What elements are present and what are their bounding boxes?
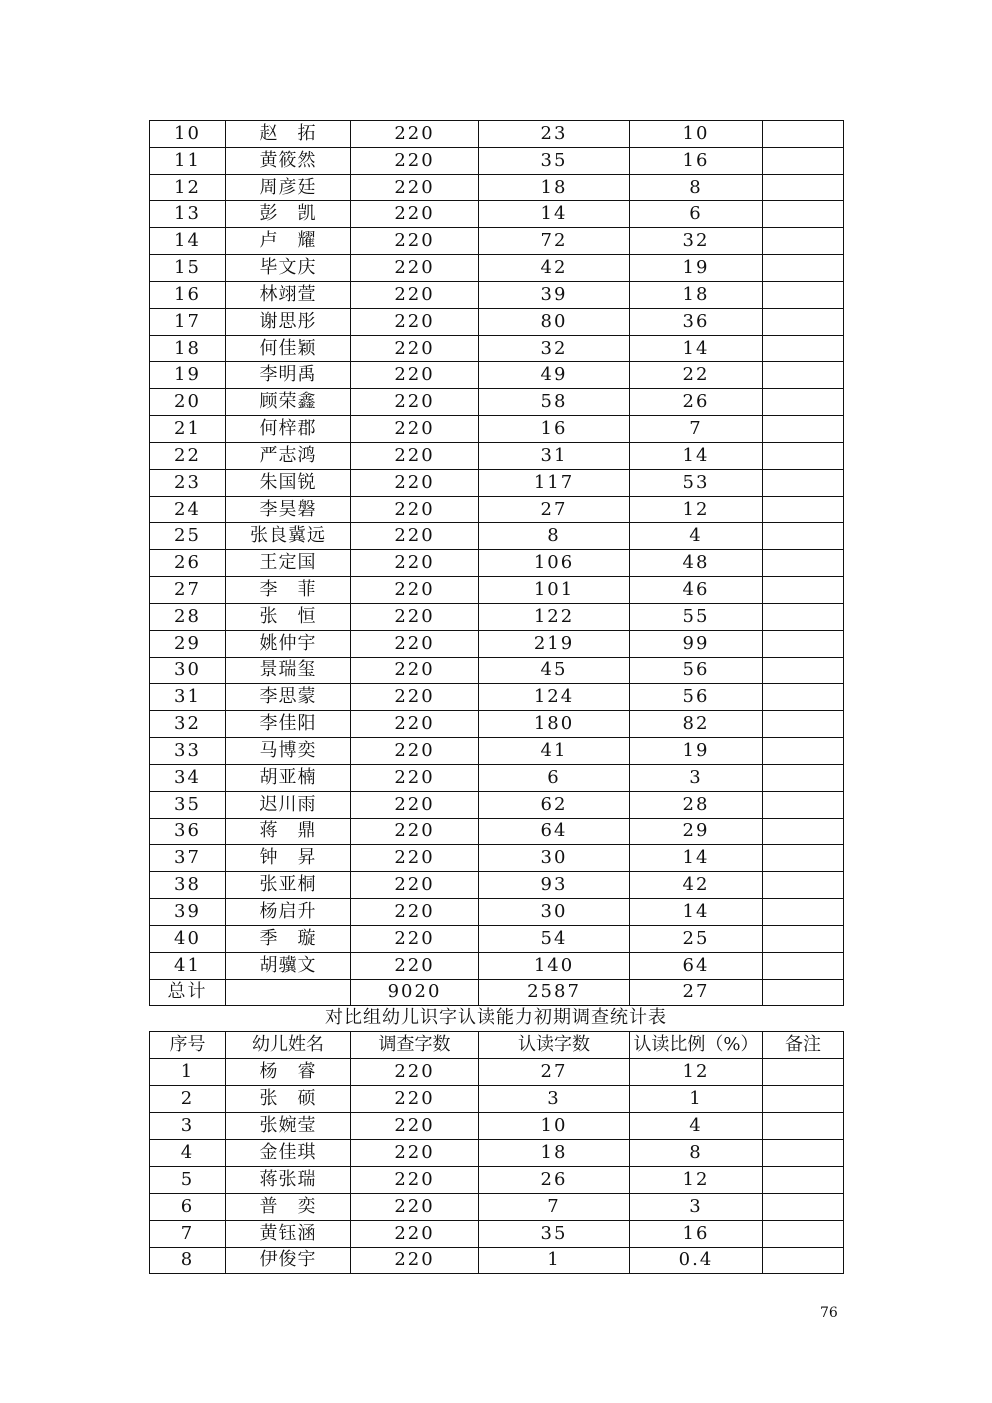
cell-read-ratio: 4 [630, 523, 763, 550]
cell-read-count: 14 [479, 201, 630, 228]
cell-serial: 7 [150, 1220, 226, 1247]
table-row [150, 603, 844, 630]
cell-remarks [763, 603, 844, 630]
table-row [150, 899, 844, 926]
cell-child-name: 张 硕 [226, 1085, 351, 1112]
cell-survey-count: 220 [351, 791, 479, 818]
cell-survey-count: 220 [351, 416, 479, 443]
cell-remarks [763, 469, 844, 496]
cell-remarks [763, 845, 844, 872]
cell-remarks [763, 899, 844, 926]
cell-read-count: 35 [479, 147, 630, 174]
cell-survey-count: 220 [351, 469, 479, 496]
cell-survey-count: 220 [351, 684, 479, 711]
cell-child-name: 李佳阳 [226, 711, 351, 738]
cell-read-count: 7 [479, 1193, 630, 1220]
cell-read-ratio: 14 [630, 442, 763, 469]
cell-child-name: 赵 拓 [226, 121, 351, 148]
cell-child-name: 姚仲宇 [226, 630, 351, 657]
cell-survey-count: 220 [351, 362, 479, 389]
cell-child-name: 景瑞玺 [226, 657, 351, 684]
cell-read-ratio: 99 [630, 630, 763, 657]
cell-read-count: 106 [479, 550, 630, 577]
cell-survey-count: 220 [351, 255, 479, 282]
table-row [150, 335, 844, 362]
cell-read-ratio: 16 [630, 1220, 763, 1247]
cell-remarks [763, 550, 844, 577]
cell-remarks [763, 577, 844, 604]
cell-remarks [763, 952, 844, 979]
cell-survey-count: 220 [351, 442, 479, 469]
header-serial: 序号 [150, 1032, 226, 1059]
cell-read-ratio: 29 [630, 818, 763, 845]
cell-remarks [763, 1193, 844, 1220]
table-row [150, 362, 844, 389]
cell-remarks [763, 791, 844, 818]
cell-read-ratio: 12 [630, 496, 763, 523]
cell-read-count: 32 [479, 335, 630, 362]
cell-child-name: 黄筱然 [226, 147, 351, 174]
cell-serial: 8 [150, 1247, 226, 1274]
table-row [150, 1139, 844, 1166]
cell-survey-count: 220 [351, 523, 479, 550]
cell-serial: 16 [150, 281, 226, 308]
cell-survey-count: 220 [351, 174, 479, 201]
cell-serial: 27 [150, 577, 226, 604]
cell-read-count: 72 [479, 228, 630, 255]
table-row [150, 925, 844, 952]
cell-child-name: 毕文庆 [226, 255, 351, 282]
cell-remarks [763, 764, 844, 791]
cell-read-count: 101 [479, 577, 630, 604]
table-row [150, 818, 844, 845]
cell-survey-count: 220 [351, 899, 479, 926]
cell-read-count: 31 [479, 442, 630, 469]
cell-child-name: 彭 凯 [226, 201, 351, 228]
cell-read-count: 35 [479, 1220, 630, 1247]
cell-remarks [763, 281, 844, 308]
cell-read-ratio: 18 [630, 281, 763, 308]
cell-read-count: 6 [479, 764, 630, 791]
cell-child-name: 顾荣鑫 [226, 389, 351, 416]
cell-remarks [763, 738, 844, 765]
cell-read-count: 124 [479, 684, 630, 711]
table-row [150, 630, 844, 657]
cell-child-name: 何佳颖 [226, 335, 351, 362]
cell-survey-count: 220 [351, 201, 479, 228]
cell-read-ratio: 48 [630, 550, 763, 577]
cell-serial: 15 [150, 255, 226, 282]
cell-read-ratio: 53 [630, 469, 763, 496]
table-row [150, 764, 844, 791]
cell-read-ratio: 12 [630, 1166, 763, 1193]
cell-read-count: 27 [479, 496, 630, 523]
cell-read-ratio: 25 [630, 925, 763, 952]
table-row [150, 1193, 844, 1220]
cell-serial: 1 [150, 1058, 226, 1085]
table-row [150, 550, 844, 577]
cell-child-name [226, 979, 351, 1006]
cell-serial: 30 [150, 657, 226, 684]
cell-read-count: 18 [479, 174, 630, 201]
cell-remarks [763, 818, 844, 845]
cell-survey-count: 220 [351, 308, 479, 335]
cell-remarks [763, 1139, 844, 1166]
table-row [150, 1166, 844, 1193]
cell-child-name: 李思蒙 [226, 684, 351, 711]
cell-survey-count: 220 [351, 872, 479, 899]
cell-serial: 37 [150, 845, 226, 872]
header-child-name: 幼儿姓名 [226, 1032, 351, 1059]
cell-remarks [763, 684, 844, 711]
cell-remarks [763, 872, 844, 899]
cell-read-count: 26 [479, 1166, 630, 1193]
cell-serial: 3 [150, 1112, 226, 1139]
cell-child-name: 李 菲 [226, 577, 351, 604]
cell-read-count: 1 [479, 1247, 630, 1274]
header-read-ratio: 认读比例（%） [630, 1032, 763, 1059]
cell-remarks [763, 657, 844, 684]
cell-read-ratio: 10 [630, 121, 763, 148]
cell-read-count: 42 [479, 255, 630, 282]
cell-child-name: 张亚桐 [226, 872, 351, 899]
cell-remarks [763, 1112, 844, 1139]
cell-serial: 19 [150, 362, 226, 389]
cell-child-name: 严志鸿 [226, 442, 351, 469]
cell-remarks [763, 308, 844, 335]
cell-child-name: 胡骥文 [226, 952, 351, 979]
cell-read-ratio: 64 [630, 952, 763, 979]
comparison-group-table-caption: 对比组幼儿识字认读能力初期调查统计表 [325, 1007, 667, 1028]
table-row [150, 174, 844, 201]
table-row [150, 255, 844, 282]
cell-read-ratio: 19 [630, 738, 763, 765]
cell-read-count: 140 [479, 952, 630, 979]
table-row [150, 308, 844, 335]
table-row [150, 496, 844, 523]
cell-serial: 4 [150, 1139, 226, 1166]
table-row [150, 201, 844, 228]
cell-read-count: 180 [479, 711, 630, 738]
cell-survey-count: 220 [351, 818, 479, 845]
cell-child-name: 黄钰涵 [226, 1220, 351, 1247]
cell-child-name: 胡亚楠 [226, 764, 351, 791]
cell-survey-count: 220 [351, 657, 479, 684]
cell-read-count: 8 [479, 523, 630, 550]
cell-read-ratio: 0.4 [630, 1247, 763, 1274]
page-number: 76 [820, 1305, 838, 1321]
cell-read-ratio: 36 [630, 308, 763, 335]
header-remarks: 备注 [763, 1032, 844, 1059]
cell-read-count: 30 [479, 899, 630, 926]
cell-survey-count: 9020 [351, 979, 479, 1006]
comparison-group-table [149, 1031, 844, 1274]
cell-read-count: 64 [479, 818, 630, 845]
cell-remarks [763, 255, 844, 282]
cell-read-ratio: 42 [630, 872, 763, 899]
table-row [150, 228, 844, 255]
cell-read-ratio: 26 [630, 389, 763, 416]
cell-read-count: 23 [479, 121, 630, 148]
cell-survey-count: 220 [351, 1139, 479, 1166]
cell-serial: 31 [150, 684, 226, 711]
table-row [150, 738, 844, 765]
table-row [150, 872, 844, 899]
table-row [150, 469, 844, 496]
cell-child-name: 普 奕 [226, 1193, 351, 1220]
cell-child-name: 蒋张瑞 [226, 1166, 351, 1193]
cell-read-count: 45 [479, 657, 630, 684]
cell-read-count: 2587 [479, 979, 630, 1006]
cell-read-ratio: 19 [630, 255, 763, 282]
cell-read-count: 219 [479, 630, 630, 657]
cell-serial: 14 [150, 228, 226, 255]
cell-survey-count: 220 [351, 764, 479, 791]
cell-read-count: 18 [479, 1139, 630, 1166]
cell-serial: 29 [150, 630, 226, 657]
cell-read-count: 122 [479, 603, 630, 630]
cell-survey-count: 220 [351, 1112, 479, 1139]
cell-survey-count: 220 [351, 1247, 479, 1274]
cell-remarks [763, 1058, 844, 1085]
cell-remarks [763, 711, 844, 738]
cell-survey-count: 220 [351, 281, 479, 308]
cell-serial: 17 [150, 308, 226, 335]
cell-serial: 28 [150, 603, 226, 630]
cell-serial: 11 [150, 147, 226, 174]
cell-child-name: 周彦廷 [226, 174, 351, 201]
cell-read-ratio: 3 [630, 764, 763, 791]
cell-serial: 33 [150, 738, 226, 765]
table-row [150, 1085, 844, 1112]
cell-read-count: 54 [479, 925, 630, 952]
cell-remarks [763, 1166, 844, 1193]
cell-remarks [763, 1085, 844, 1112]
cell-serial: 39 [150, 899, 226, 926]
cell-child-name: 张良冀远 [226, 523, 351, 550]
cell-serial: 32 [150, 711, 226, 738]
cell-serial: 18 [150, 335, 226, 362]
cell-child-name: 季 璇 [226, 925, 351, 952]
cell-read-ratio: 28 [630, 791, 763, 818]
table-row [150, 1058, 844, 1085]
cell-survey-count: 220 [351, 845, 479, 872]
cell-survey-count: 220 [351, 711, 479, 738]
cell-survey-count: 220 [351, 335, 479, 362]
cell-survey-count: 220 [351, 925, 479, 952]
cell-child-name: 李昊磐 [226, 496, 351, 523]
cell-survey-count: 220 [351, 577, 479, 604]
cell-remarks [763, 121, 844, 148]
cell-child-name: 李明禹 [226, 362, 351, 389]
table-row [150, 1247, 844, 1274]
cell-child-name: 张婉莹 [226, 1112, 351, 1139]
cell-read-count: 58 [479, 389, 630, 416]
cell-serial: 41 [150, 952, 226, 979]
cell-read-count: 3 [479, 1085, 630, 1112]
cell-child-name: 迟川雨 [226, 791, 351, 818]
table-row [150, 845, 844, 872]
cell-child-name: 张 恒 [226, 603, 351, 630]
cell-serial: 26 [150, 550, 226, 577]
cell-remarks [763, 979, 844, 1006]
cell-read-ratio: 56 [630, 684, 763, 711]
cell-survey-count: 220 [351, 389, 479, 416]
cell-remarks [763, 362, 844, 389]
cell-read-ratio: 7 [630, 416, 763, 443]
cell-serial: 40 [150, 925, 226, 952]
table-row [150, 684, 844, 711]
cell-remarks [763, 228, 844, 255]
cell-serial: 22 [150, 442, 226, 469]
cell-read-ratio: 55 [630, 603, 763, 630]
cell-serial: 38 [150, 872, 226, 899]
header-survey-count: 调查字数 [351, 1032, 479, 1059]
cell-read-count: 16 [479, 416, 630, 443]
cell-read-ratio: 3 [630, 1193, 763, 1220]
cell-remarks [763, 416, 844, 443]
cell-survey-count: 220 [351, 228, 479, 255]
cell-read-ratio: 14 [630, 899, 763, 926]
cell-survey-count: 220 [351, 738, 479, 765]
cell-survey-count: 220 [351, 1058, 479, 1085]
cell-remarks [763, 201, 844, 228]
cell-remarks [763, 389, 844, 416]
table-row [150, 281, 844, 308]
cell-child-name: 伊俊宇 [226, 1247, 351, 1274]
cell-read-ratio: 8 [630, 1139, 763, 1166]
cell-remarks [763, 1220, 844, 1247]
cell-read-ratio: 14 [630, 335, 763, 362]
cell-child-name: 卢 耀 [226, 228, 351, 255]
cell-survey-count: 220 [351, 147, 479, 174]
cell-read-count: 39 [479, 281, 630, 308]
cell-child-name: 林翊萱 [226, 281, 351, 308]
cell-read-count: 93 [479, 872, 630, 899]
cell-survey-count: 220 [351, 1193, 479, 1220]
cell-read-ratio: 6 [630, 201, 763, 228]
cell-serial: 13 [150, 201, 226, 228]
table-row [150, 657, 844, 684]
cell-survey-count: 220 [351, 550, 479, 577]
cell-survey-count: 220 [351, 1085, 479, 1112]
cell-read-count: 30 [479, 845, 630, 872]
cell-survey-count: 220 [351, 496, 479, 523]
cell-read-ratio: 12 [630, 1058, 763, 1085]
table-row [150, 523, 844, 550]
cell-remarks [763, 496, 844, 523]
cell-read-count: 117 [479, 469, 630, 496]
cell-child-name: 何梓郡 [226, 416, 351, 443]
cell-remarks [763, 442, 844, 469]
cell-survey-count: 220 [351, 952, 479, 979]
cell-survey-count: 220 [351, 1220, 479, 1247]
cell-serial: 23 [150, 469, 226, 496]
cell-read-count: 41 [479, 738, 630, 765]
cell-serial: 25 [150, 523, 226, 550]
cell-child-name: 杨启升 [226, 899, 351, 926]
cell-remarks [763, 335, 844, 362]
cell-serial: 20 [150, 389, 226, 416]
cell-survey-count: 220 [351, 630, 479, 657]
cell-serial: 36 [150, 818, 226, 845]
table-row [150, 791, 844, 818]
cell-remarks [763, 523, 844, 550]
cell-serial: 34 [150, 764, 226, 791]
cell-remarks [763, 174, 844, 201]
cell-child-name: 杨 睿 [226, 1058, 351, 1085]
table-row [150, 121, 844, 148]
cell-read-ratio: 27 [630, 979, 763, 1006]
cell-serial: 12 [150, 174, 226, 201]
header-read-count: 认读字数 [479, 1032, 630, 1059]
cell-survey-count: 220 [351, 603, 479, 630]
cell-child-name: 钟 昇 [226, 845, 351, 872]
cell-serial: 6 [150, 1193, 226, 1220]
cell-read-ratio: 4 [630, 1112, 763, 1139]
cell-child-name: 王定国 [226, 550, 351, 577]
cell-read-count: 62 [479, 791, 630, 818]
cell-serial: 35 [150, 791, 226, 818]
cell-survey-count: 220 [351, 1166, 479, 1193]
cell-survey-count: 220 [351, 121, 479, 148]
cell-remarks [763, 925, 844, 952]
cell-remarks [763, 147, 844, 174]
cell-read-ratio: 1 [630, 1085, 763, 1112]
cell-read-ratio: 8 [630, 174, 763, 201]
table-row [150, 1112, 844, 1139]
cell-child-name: 蒋 鼎 [226, 818, 351, 845]
table-row [150, 442, 844, 469]
cell-read-ratio: 46 [630, 577, 763, 604]
cell-serial: 24 [150, 496, 226, 523]
cell-read-ratio: 14 [630, 845, 763, 872]
cell-read-ratio: 22 [630, 362, 763, 389]
table-row [150, 1220, 844, 1247]
reading-stats-table-continued [149, 120, 844, 1006]
table-row [150, 952, 844, 979]
cell-remarks [763, 630, 844, 657]
cell-serial: 总计 [150, 979, 226, 1006]
cell-read-count: 49 [479, 362, 630, 389]
cell-read-ratio: 16 [630, 147, 763, 174]
cell-read-ratio: 56 [630, 657, 763, 684]
cell-read-ratio: 32 [630, 228, 763, 255]
cell-read-ratio: 82 [630, 711, 763, 738]
cell-read-count: 80 [479, 308, 630, 335]
table-header-row [150, 1032, 844, 1059]
cell-serial: 2 [150, 1085, 226, 1112]
table-row [150, 416, 844, 443]
table-row [150, 577, 844, 604]
cell-read-count: 10 [479, 1112, 630, 1139]
cell-read-count: 27 [479, 1058, 630, 1085]
cell-serial: 10 [150, 121, 226, 148]
cell-remarks [763, 1247, 844, 1274]
cell-serial: 21 [150, 416, 226, 443]
table-row [150, 711, 844, 738]
table-row [150, 389, 844, 416]
table-row [150, 979, 844, 1006]
cell-child-name: 谢思彤 [226, 308, 351, 335]
cell-serial: 5 [150, 1166, 226, 1193]
cell-child-name: 马博奕 [226, 738, 351, 765]
table-row [150, 147, 844, 174]
cell-child-name: 朱国锐 [226, 469, 351, 496]
cell-child-name: 金佳琪 [226, 1139, 351, 1166]
